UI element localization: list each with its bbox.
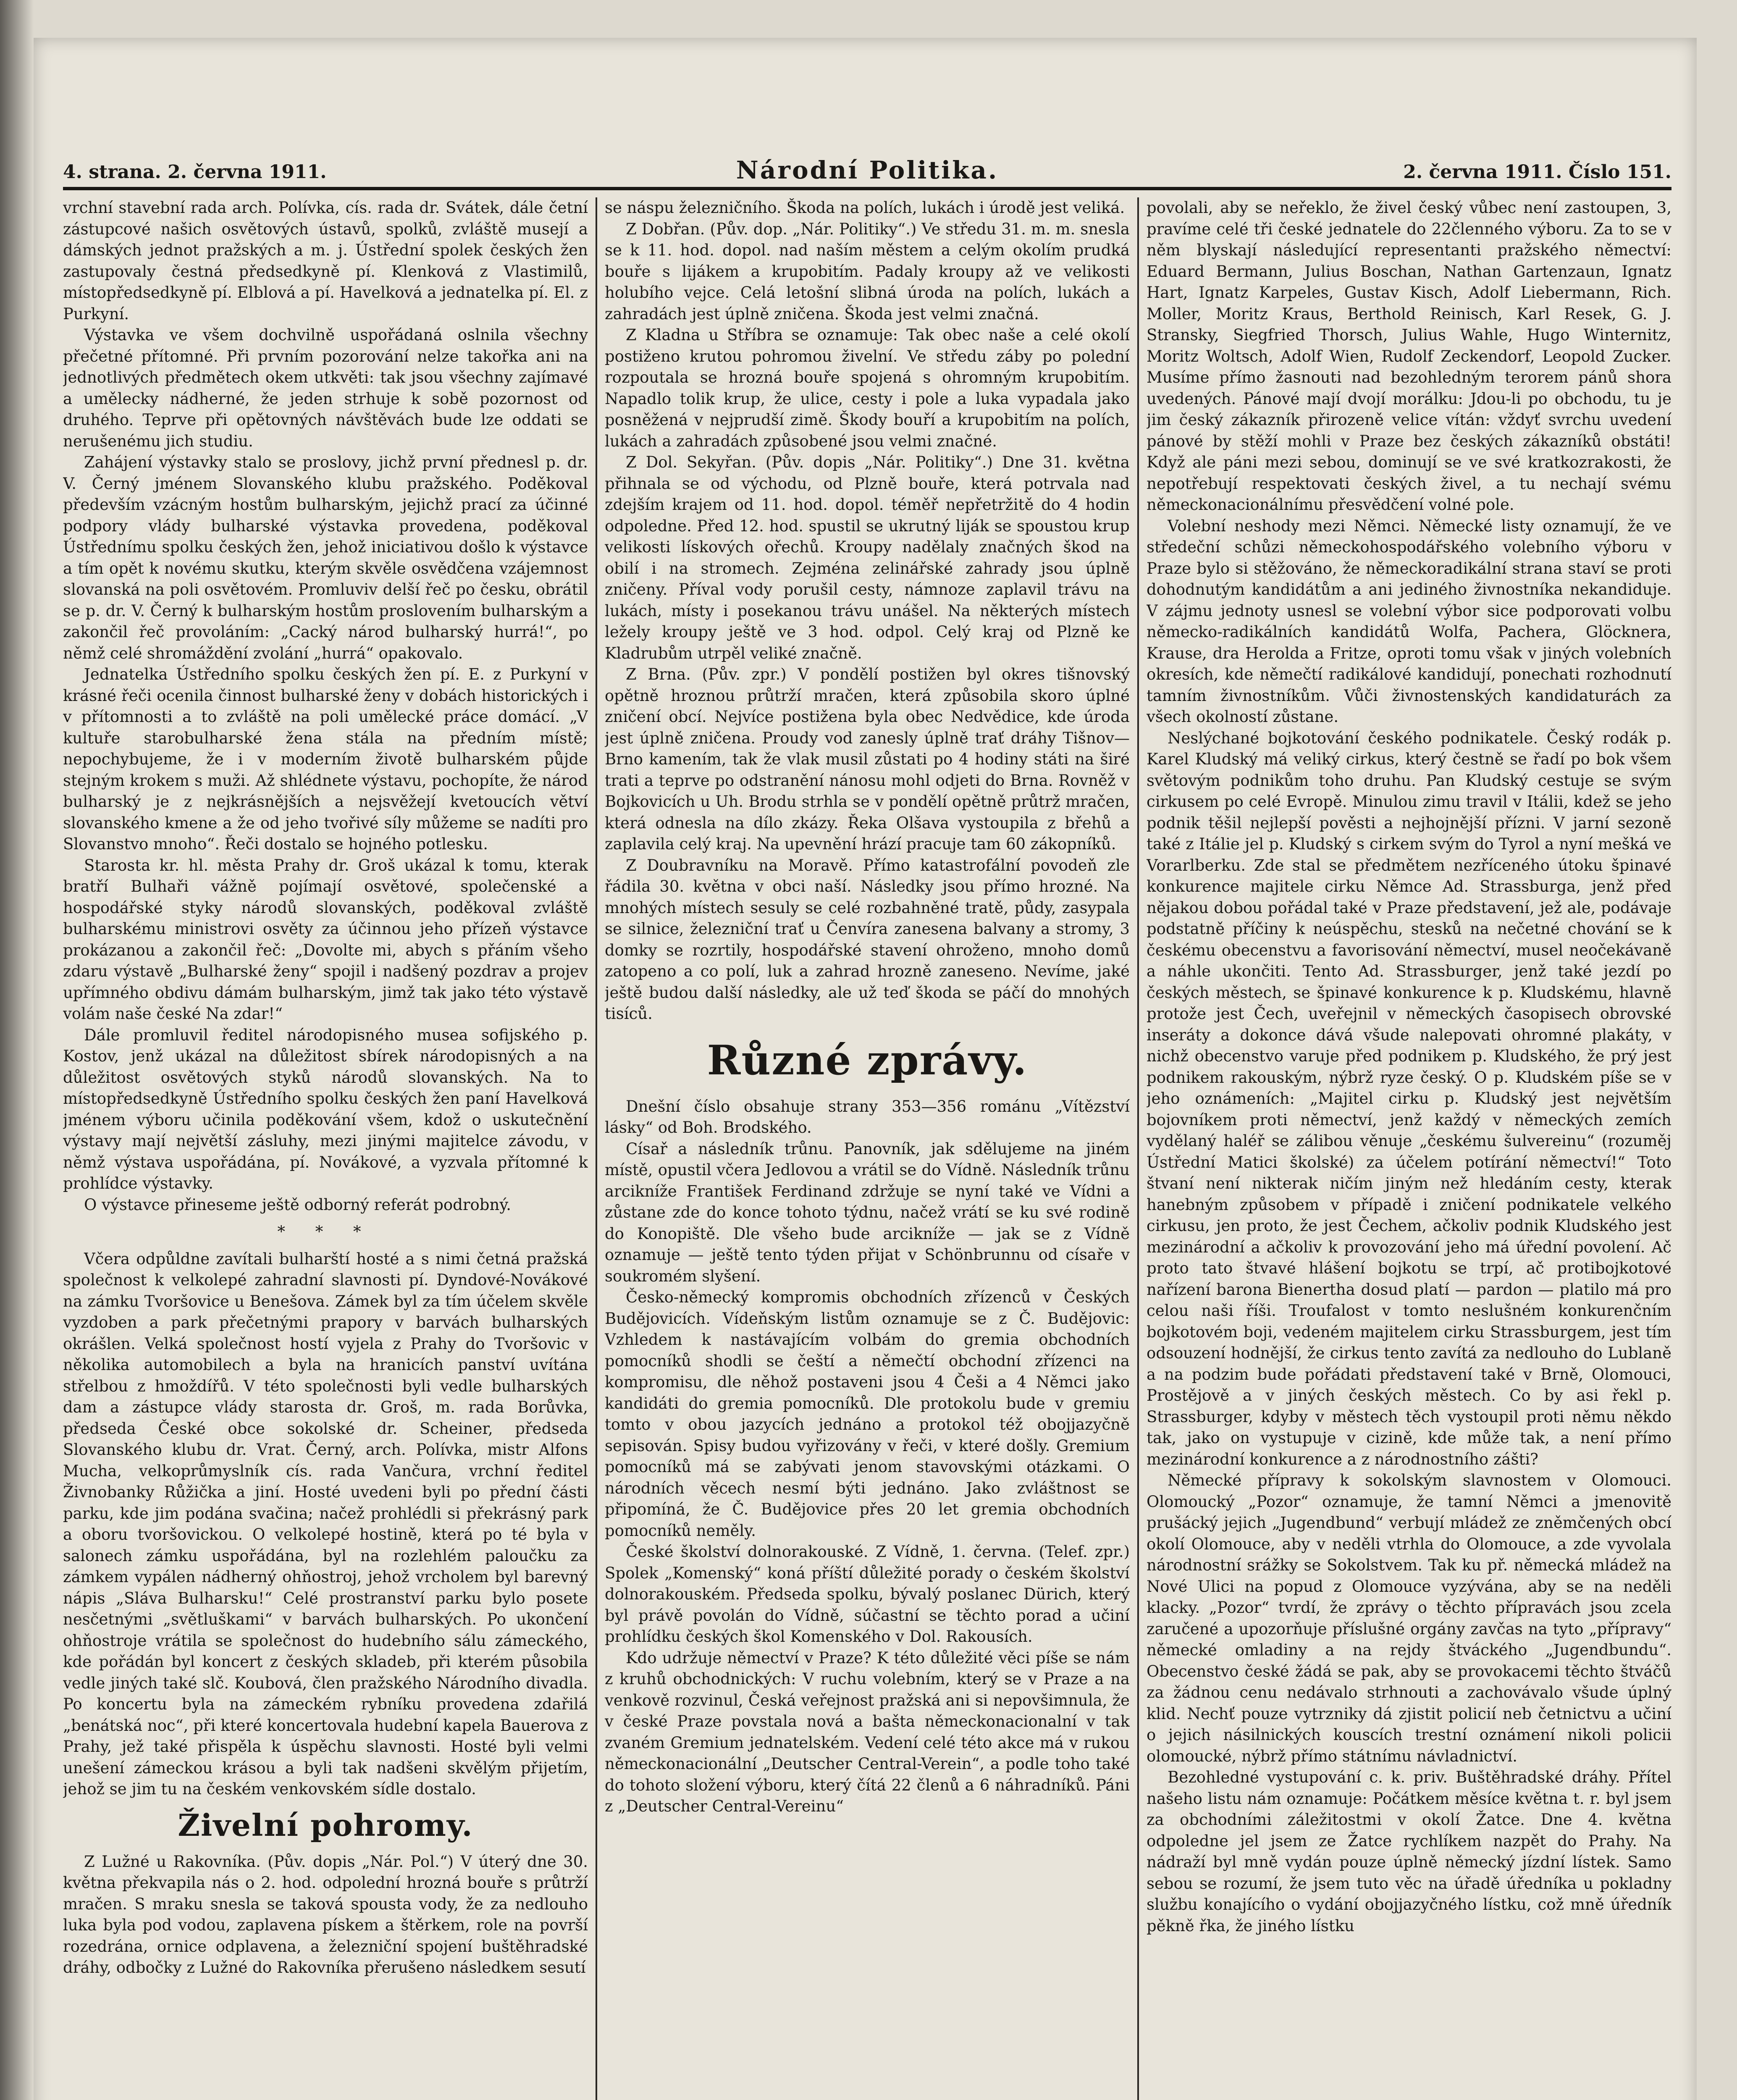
- article-paragraph: Dále promluvil ředitel národopisného musea sofijského p. Kostov, jenž ukázal na důležitost sbírek národopisných a na důležitost osvětových styků národů slovanských. Na to místopředsedkyně Ústředního spolku českých žen paní Havelková jménem výboru učinila poděkování všem, kdož o uskutečnění výstavy mají největší zásluhy, mezi jinými majitelce závodu, v němž výstava uspořádána, pí. Novákové, a vyzvala přítomné k prohlídce výstavky.: [63, 1026, 588, 1192]
- article-paragraph: O výstavce přineseme ještě odborný referát podrobný.: [84, 1195, 512, 1214]
- article-paragraph: Z Kladna u Stříbra se oznamuje: Tak obec naše a celé okolí postiženo krutou pohromou živelní. Ve středu záby po polední rozpoutala se hrozná bouře spojená s ohromným krupobitím. Napadlo tolik krup, že ulice, cesty i pole a luka vypadala jako posněžená v nejprudší zimě. Škody bouří a krupobitím na polích, lukách a zahradách způsobené jsou velmi značné.: [605, 326, 1130, 450]
- header-page-date: 4. strana. 2. června 1911.: [63, 161, 327, 183]
- column-3: [1147, 197, 1671, 2100]
- article-paragraph: Z Doubravníku na Moravě. Přímo katastrofální povodeň zle řádila 30. května v obci naší. Následky jsou přímo hrozné. Na mnohých místech sesuly se celé rozbahněné tratě, půdy, zasypala se silnice, železniční trať u Čenvíra zanesena balvany a stromy, 3 domky se rozrtily, hospodářské stavení ohroženo, mnoho domů zatopeno a co polí, luk a zahrad hrozně zaneseno. Nevíme, jaké ještě budou další následky, ale už teď škoda se páčí do mnohých tisíců.: [605, 856, 1130, 1023]
- article-paragraph: Z Brna. (Pův. zpr.) V pondělí postižen byl okres tišnovský opětně hroznou průtrží mračen, která způsobila skoro úplné zničení obcí. Nejvíce postižena byla obec Nedvědice, kde úroda jest úplně zničena. Proudy vod zanesly úplně trať dráhy Tišnov—Brno kamením, tak že vlak musil zůstati po 4 hodiny státi na širé trati a teprve po odstranění nánosu mohl odjeti do Brna. Rovněž v Bojkovicích u Uh. Brodu strhla se v pondělí opětně průtrž mračen, která odnesla na dílo zkázy. Řeka Olšava vystoupila z břehů a zaplavila celý kraj. Na upevnění hrází pracuje tam 60 zákopníků.: [605, 665, 1130, 853]
- section-heading: Různé zprávy.: [707, 1036, 1028, 1084]
- article-paragraph: Volební neshody mezi Němci. Německé listy oznamují, že ve středeční schůzi německohospodářského volebního výboru v Praze bylo si stěžováno, že německoradikální strana staví se proti dohodnutým kandidátům a ani jediného živnostníka nekandiduje. V zájmu jednoty usnesl se volební výbor sice podporovati volbu německo-radikálních kandidátů Wolfa, Pachera, Glöcknera, Krause, dra Herolda a Fritze, oproti tomu však v jiných volebních okresích, kde němečtí radikálové kandidují, ponechati rozhodnutí tamním živnostníkům. Vůči živnostenských kandidaturách za všech okolností zůstane.: [1147, 517, 1671, 726]
- header-date-issue: 2. června 1911. Číslo 151.: [1403, 161, 1671, 183]
- article-paragraph: se náspu železničního. Škoda na polích, lukách i úrodě jest veliká.: [605, 199, 1125, 217]
- article-paragraph: Jednatelka Ústředního spolku českých žen pí. E. z Purkyní v krásné řeči ocenila činnost bulharské ženy v dobách historických i v přítomnosti a to zvláště na poli umělecké práce domácí. „V kultuře starobulharské žena stála na předním místě; nepochybujeme, že i v moderním životě bulharském půjde stejným krokem s muži. Až shlédnete výstavu, pochopíte, že národ bulharský je z nejkrásnějších a nejsvěžejí kvetoucích větví slovanského kmene a že od jeho tvořivé síly můžeme se nadíti pro Slovanstvo mnoho“. Řeči dostalo se hojného potlesku.: [63, 665, 588, 853]
- article-paragraph: Neslýchané bojkotování českého podnikatele. Český rodák p. Karel Kludský má veliký cirkus, který čestně se řadí po bok všem světovým podnikům toho druhu. Pan Kludský cestuje se svým cirkusem po celé Evropě. Minulou zimu travil v Itálii, kdež se jeho podnik těšil nejlepší pověsti a nejhojnější přízni. V jarní sezoně také z Itálie jel p. Kludský s cirkem svým do Tyrol a nyní mešká ve Vorarlberku. Zde stal se předmětem nezříceného útoku špinavé konkurence majitele cirku Němce Ad. Strassburga, jenž před nějakou dobou pořádal také v Praze představení, jež ale, podávaje podstatně příčiny k neúspěchu, stesků na nečetné chování se k českému obecenstvu a favorisování němectví, musel neočekávaně a náhle ukončiti. Tento Ad. Strassburger, jenž také jezdí po českých městech, se špinavé konkurence k p. Kludskému, hlavně protože jest Čech, uveřejnil v německých časopisech obrovské inseráty a dokonce dává všude nalepovati ohromné plakáty, v nichž obecenstvo varuje před podnikem p. Kludského, že prý jest podnikem rakouským, nýbrž ryze český. O p. Kludském píše se v jeho oznámeních: „Majitel cirku p. Kludský jest největším bojovníkem proti němectví, jenž každý v německých zemích vydělaný haléř se zálibou věnuje „českému šulvereinu“ (rozuměj Ústřední Matici školské) za účelem potírání němectví!“ Toto štvaní není nikterak ničím jiným než hledáním cesty, kterak hanebným způsobem v případě i zničení podnikatele velkého cirkusu, jen proto, že jest Čechem, ačkoliv podnik Kludského jest mezinárodní a ačkoliv k provozování jeho má úřední povolení. Ač proto tato štvavé hlášení bojkotu se trpí, ač protibojkotové nařízení barona Bienertha dosud platí — pardon — platilo má pro celou naši říši. Troufalost v tomto neslušném konkurenčním bojkotovém boji, vedeném majitelem cirku Strassburgem, jest tím odsouzení hodnější, že cirkus tento zavítá za nedlouho do Lublaně a na podzim bude pořádati představení také v Brně, Olomouci, Prostějově a v jiných českých městech. Co by asi řekl p. Strassburger, kdyby v městech těch vystoupil proti němu někdo tak, jako on vystupuje v cizině, kde může tak, a není přímo mezinárodní konkurence a z národnostního zášti?: [1147, 729, 1671, 1468]
- article-paragraph: Výstavka ve všem dochvilně uspořádaná oslnila všechny přečetné přítomné. Při prvním pozorování nelze takořka ani na jednotlivých předmětech okem utkvěti: tak jsou všechny zajímavé a umělecky nádherné, že jeden strhuje k sobě pozornost od druhého. Teprve při opětovných návštěvách bude lze oddati se nerušenému jich studiu.: [63, 326, 588, 450]
- article-paragraph: Z Dobřan. (Pův. dop. „Nár. Politiky“.) Ve středu 31. m. m. snesla se k 11. hod. dopol. nad naším městem a celým okolím prudká bouře s lijákem a krupobitím. Padaly kroupy až ve velikosti holubího vejce. Celá letošní slibná úroda na polích, lukách a zahradách jest úplně zničena. Škoda jest velmi značná.: [605, 220, 1130, 323]
- article-paragraph: Dnešní číslo obsahuje strany 353—356 románu „Vítězství lásky“ od Boh. Brodského.: [605, 1097, 1130, 1137]
- section-heading: Živelní pohromy.: [178, 1807, 473, 1843]
- article-paragraph: povolali, aby se neřeklo, že živel český vůbec není zastoupen, 3, pravíme celé tři české jednatele do 22členného výboru. Za to se v něm blyskají následující representanti pražského němectví: Eduard Bermann, Julius Boschan, Nathan Gartenzaun, Ignatz Hart, Ignatz Karpeles, Gustav Kisch, Adolf Liebermann, Rich. Moller, Moritz Kraus, Berthold Reinisch, Karl Resek, G. J. Stransky, Siegfried Thorsch, Julius Wahle, Hugo Winternitz, Moritz Woltsch, Adolf Wien, Rudolf Zeckendorf, Leopold Zucker. Musíme přímo žasnouti nad bezohledným terorem pánů shora uvedených. Pánové mají dvojí morálku: Jdou-li po obchodu, tu je jim český zákazník přirozeně velice vítán: vždyť svrchu uvedení pánové by stěží mohli v Praze bez českých zákazníků obstáti! Když ale páni mezi sebou, dominují se ve své kratkozrakosti, že nepotřebují respektovati českých živel, a tu nechají svému německonacionálnímu přesvědčení volné pole.: [1147, 199, 1671, 514]
- scan-edge: [0, 0, 34, 2100]
- article-paragraph: vrchní stavební rada arch. Polívka, cís. rada dr. Svátek, dále četní zástupcové našich osvětových ústavů, spolků, zvláště musejí a dámských jednot pražských a m. j. Ústřední spolek českých žen zastupovaly čestná předsedkyně pí. Klenková z Vlastimilů, místopředsedkyně pí. Elblová a pí. Havelková a jednatelka pí. El. z Purkyní.: [63, 199, 588, 323]
- column-2: [605, 197, 1130, 2100]
- page-header: [63, 149, 1671, 190]
- article-paragraph: Německé přípravy k sokolským slavnostem v Olomouci. Olomoucký „Pozor“ oznamuje, že tamní Němci a jmenovitě prušácký jejich „Jugendbund“ verbují mládež ze zněmčených obcí okolí Olomouce, aby v neděli vtrhla do Olomouce, a zde vyvolala národnostní srážky se Sokolstvem. Tak ku př. německá mládež na Nové Ulici na popud z Olomouce vyzývána, aby se na neděli klacky. „Pozor“ tvrdí, že zprávy o těchto přípravách jsou zcela zaručené a upozorňuje příslušné orgány zavčas na tyto „přípravy“ německé omladiny a na rejdy štváckého „Jugendbundu“. Obecenstvo české žádá se pak, aby se provokacemi těchto štváčů za žádnou cenu nedávalo strhnouti a zachovávalo všude úplný klid. Nechť pouze vytrzniky dá zjistit policií neb četnictvu a učiní o jejich násilnických kouscích trestní oznámení nikoli policii olomoucké, nýbrž přímo státnímu návladnictví.: [1147, 1471, 1671, 1765]
- article-paragraph: Císař a následník trůnu. Panovník, jak sdělujeme na jiném místě, opustil včera Jedlovou a vrátil se do Vídně. Následník trůnu arcikníže František Ferdinand zdržuje se nyní také ve Vídni a zůstane zde do konce tohoto týdnu, načež vrátí se ku své rodině do Konopiště. Dle všeho bude arcikníže — jak se z Vídně oznamuje — ještě tento týden přijat v Schönbrunnu od císaře v soukromém slyšení.: [605, 1139, 1130, 1285]
- masthead-title: Národní Politika.: [736, 156, 999, 184]
- article-paragraph: Kdo udržuje němectví v Praze? K této důležité věci píše se nám z kruhů obchodnických: V ruchu volebním, který se v Praze a na venkově rozvinul, Česká veřejnost pražská ani si nepovšimnula, že v české Praze povstala nová a bašta německonacionalní v tak zvaném Gremium jednatelském. Vedení celé této akce má v rukou německonacionální „Deutscher Central-Verein“, a podle toho také do tohoto složení výboru, který čítá 22 členů a 6 náhradníků. Páni z „Deutscher Central-Vereinu“: [605, 1648, 1130, 1815]
- article-paragraph: Bezohledné vystupování c. k. priv. Buštěhradské dráhy. Přítel našeho listu nám oznamuje: Počátkem měsíce května t. r. byl jsem za obchodními záležitostmi v okolí Žatce. Dne 4. května odpoledne jel jsem ze Žatce rychlíkem nazpět do Prahy. Na nádraží byl mně vydán pouze úplně německý jízdní lístek. Samo sebou se rozumí, že jsem tuto věc na úřadě úředníka u pokladny službu konajícího o vydání obojjazyčného lístku, což mně úředník pěkně řka, že jiného lístku: [1147, 1768, 1671, 1935]
- article-paragraph: Včera odpůldne zavítali bulharští hosté a s nimi četná pražská společnost k velkolepé zahradní slavnosti pí. Dyndové-Novákové na zámku Tvoršovice u Benešova. Zámek byl za tím účelem skvěle vyzdoben a park přečetnými prapory v barvách bulharských okrášlen. Velká společnost hostí vyjela z Prahy do Tvoršovic v několika automobilech a byla na hranicích panství uvítána střelbou z hmoždířů. V této společnosti byli vedle bulharských dam a zástupce vlády starosta dr. Groš, m. rada Borůvka, předseda České obce sokolské dr. Scheiner, předseda Slovanského klubu dr. Vrat. Černý, arch. Polívka, mistr Alfons Mucha, velkoprůmyslník cís. rada Vančura, vrchní ředitel Živnobanky Růžička a jiní. Hosté uvedeni byli po přední části parku, kde jim podána svačina; načež prohlédli si překrásný park a oboru tvoršovickou. O velkolepé hostině, která po té byla v salonech zámku uspořádána, byl na rozlehlém paloučku za zámkem vypálen nádherný ohňostroj, jehož vrcholem byl barevný nápis „Sláva Bulharsku!“ Celé prostranství parku bylo posete nesčetnými „světluškami“ v barvách bulharských. Po ukončení ohňostroje vrátila se společnost do hudebního sálu zámeckého, kde pořádán byl koncert z českých skladeb, při kterém působila vedle jiných také slč. Koubová, člen pražského Národního divadla. Po koncertu byla na zámeckém rybníku provedena zdařilá „benátská noc“, při které koncertovala hudební kapela Bauerova z Prahy, jež také přispěla k úspěchu slavnosti. Hosté byli velmi unešení zámeckou krásou a byli tak nadšeni skvělým přijetím, jehož se jim tu na českém venkovském sídle dostalo.: [63, 1250, 588, 1798]
- column-rule: [1137, 197, 1139, 2100]
- article-paragraph: Z Lužné u Rakovníka. (Pův. dopis „Nár. Pol.“) V úterý dne 30. května překvapila nás o 2. hod. odpolední hrozná bouře s průtrží mračen. S mraku snesla se taková spousta vody, že za nedlouho luka byla pod vodou, zaplavena pískem a štěrkem, role na površí rozedrána, ornice odplavena, a železniční spojení buštěhradské dráhy, odbočky z Lužné do Rakovníka přerušeno následkem sesutí: [63, 1852, 588, 1977]
- article-paragraph: Česko-německý kompromis obchodních zřízenců v Českých Budějovicích. Vídeňským listům oznamuje se z Č. Budějovic: Vzhledem k nastávajícím volbám do gremia obchodních pomocníků shodli se čeští a němečtí obchodní zřízenci na kompromisu, dle něhož postaveni jsou 4 Češi a 4 Němci jako kandidáti do gremia pomocníků. Dle protokolu bude v gremiu tomto v obou jazycích jednáno a protokol též obojjazyčně sepisován. Spisy budou vyřizovány v řeči, v které došly. Gremium pomocníků má se zabývati jenom stavovskými otázkami. O národních věcech nesmí býti jednáno. Jako zvláštnost se připomíná, že Č. Budějovice přes 20 let gremia obchodních pomocníků neměly.: [605, 1288, 1130, 1540]
- article-paragraph: České školství dolnorakouské. Z Vídně, 1. června. (Telef. zpr.) Spolek „Komenský“ koná příští důležité porady o českém školství dolnorakouském. Předseda spolku, bývalý poslanec Dürich, který byl právě povolán do Vídně, súčastní se těchto porad a učiní prohlídku českých škol Komenského v Dol. Rakousích.: [605, 1543, 1130, 1646]
- article-paragraph: Zahájení výstavky stalo se proslovy, jichž první přednesl p. dr. V. Černý jménem Slovanského klubu pražského. Poděkoval především vzácným hostům bulharským, jejichž prací za účinné podpory vlády bulharské výstavka provedena, poděkoval Ústřednímu spolku českých žen, jehož iniciativou došlo k výstavce a tím opět k novému skutku, kterým skvěle osvědčena vzájemnost slovanská na poli osvětovém. Promluviv delší řeč po česku, obrátil se p. dr. V. Černý k bulharským hostům proslovením bulharským a zakončil řeč provoláním: „Cacký národ bulharský hurrá!“, po němž celé shromáždění zvolání „hurrá“ opakovalo.: [63, 453, 588, 662]
- article-paragraph: Z Dol. Sekyřan. (Pův. dopis „Nár. Politiky“.) Dne 31. května přihnala se od východu, od Plzně bouře, která potrvala nad zdejším krajem od 11. hod. dopol. téměř nepřetržitě do 4 hodin odpoledne. Před 12. hod. spustil se ukrutný liják se spoustou krup velikosti lískových ořechů. Kroupy nadělaly značných škod na obilí i na stromech. Zejména zelinářské zahrady jsou úplně zničeny. Příval vody porušil cesty, námnoze zaplavil trávu na lukách, místy i posekanou trávu unášel. Na některých místech ležely kroupy ještě ve 3 hod. odpol. Celý kraj od Plzně ke Kladrubům utrpěl veliké značně.: [605, 453, 1130, 662]
- article-paragraph: Starosta kr. hl. města Prahy dr. Groš ukázal k tomu, kterak bratří Bulhaři vážně pojímají osvětové, společenské a hospodářské styky národů slovanských, poděkoval zvláště bulharskému ministrovi osvěty za účinnou jeho přízeň výstavce prokázanou a zakončil řeč: „Dovolte mi, abych s přáním všeho zdaru výstavě „Bulharské ženy“ spojil i nadšený pozdrav a projev upřímného obdivu dámám bulharským, jimž tak jako této výstavě volám naše české Na zdar!“: [63, 856, 588, 1023]
- column-1: [63, 197, 588, 2100]
- column-rule: [596, 197, 597, 2100]
- section-separator: * * *: [277, 1223, 374, 1241]
